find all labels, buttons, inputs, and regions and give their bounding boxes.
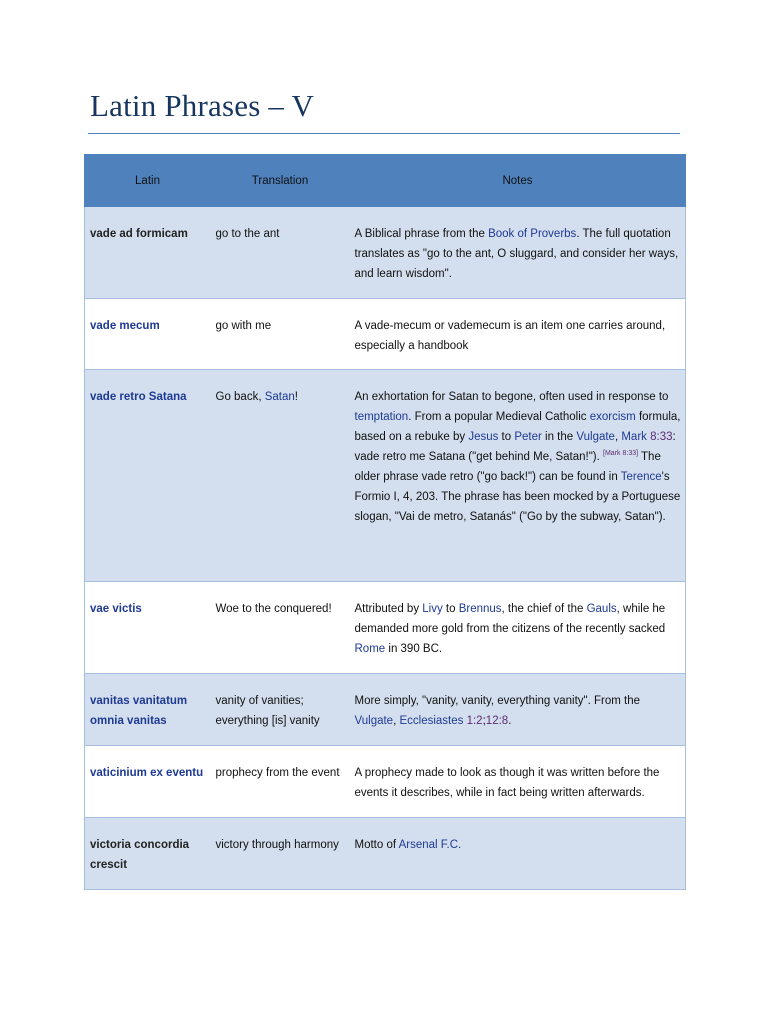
- table-row: [85, 674, 686, 746]
- link-gauls[interactable]: Gauls: [586, 603, 617, 615]
- notes-text: , while he demanded more gold from the citizens of the recently sacked: [354, 603, 666, 635]
- link-book-of-proverbs[interactable]: Book of Proverbs: [488, 228, 577, 240]
- notes-cell: A vade-mecum or vademecum is an item one carries around, especially a handbook: [350, 299, 686, 370]
- notes-text: 's Formio I, 4, 203. The phrase has been mocked by a Portuguese slogan, "Vai de metro, Satanás" ("Go by the subway, Satan").: [354, 471, 681, 523]
- notes-text: in 390 BC.: [385, 643, 443, 655]
- notes-cell: [350, 582, 686, 674]
- link-ecclesiastes[interactable]: Ecclesiastes: [399, 715, 464, 727]
- link-vanitas-vanitatum[interactable]: vanitas vanitatum omnia vanitas: [90, 695, 188, 727]
- link-livy[interactable]: Livy: [422, 603, 443, 615]
- column-header-latin: Latin: [85, 155, 211, 207]
- link-arsenal-fc[interactable]: Arsenal F.C.: [398, 839, 462, 851]
- page-title: Latin Phrases – V: [90, 88, 315, 123]
- latin-cell: [85, 299, 211, 370]
- translation-cell: prophecy from the event: [211, 746, 350, 818]
- translation-cell: go to the ant: [211, 207, 350, 299]
- link-jesus[interactable]: Jesus: [468, 431, 499, 443]
- link-peter[interactable]: Peter: [514, 431, 542, 443]
- notes-text: to: [442, 603, 459, 615]
- link-vulgate[interactable]: Vulgate: [576, 431, 615, 443]
- latin-cell: [85, 746, 211, 818]
- link-rome[interactable]: Rome: [354, 643, 386, 655]
- latin-cell: [85, 582, 211, 674]
- notes-text: : vade retro me Satana ("get behind Me, Satan!").: [354, 431, 676, 463]
- latin-cell: vade ad formicam: [85, 207, 211, 299]
- translation-cell: go with me: [211, 299, 350, 370]
- column-header-translation: Translation: [211, 155, 350, 207]
- notes-text: ,: [614, 431, 622, 443]
- notes-text: to: [498, 431, 515, 443]
- latin-cell: [85, 674, 211, 746]
- citation-mark-8-33[interactable]: [Mark 8:33]: [603, 450, 639, 457]
- link-vulgate[interactable]: Vulgate: [354, 715, 394, 727]
- table-row: [85, 370, 686, 582]
- notes-cell: [350, 818, 686, 890]
- translation-cell: vanity of vanities; everything [is] vanity: [211, 674, 350, 746]
- notes-text: . The full quotation translates as "go to the ant, O sluggard, and consider her ways, and learn wisdom".: [354, 228, 679, 280]
- link-vaticinium-ex-eventu[interactable]: vaticinium ex eventu: [90, 767, 204, 779]
- notes-text: , the chief of the: [501, 603, 587, 615]
- link-satan[interactable]: Satan: [264, 391, 295, 403]
- latin-cell: [85, 370, 211, 582]
- table-row: [85, 746, 686, 818]
- notes-text: formula, based on a rebuke by: [354, 411, 681, 443]
- notes-text: ;: [482, 715, 486, 727]
- link-mark-8-33[interactable]: 8:33: [650, 431, 673, 443]
- notes-cell: [350, 207, 686, 299]
- table-header-row: [85, 155, 686, 207]
- link-mark[interactable]: Mark: [621, 431, 647, 443]
- notes-text: More simply, "vanity, vanity, everything vanity". From the: [354, 695, 641, 707]
- notes-text: Motto of: [354, 839, 399, 851]
- notes-text: . From a popular Medieval Catholic: [408, 411, 590, 423]
- latin-phrases-table: [84, 154, 686, 890]
- link-brennus[interactable]: Brennus: [458, 603, 502, 615]
- latin-cell: victoria concordia crescit: [85, 818, 211, 890]
- link-vade-mecum[interactable]: vade mecum: [90, 320, 160, 332]
- notes-text: The older phrase vade retro ("go back!") can be found in: [354, 451, 661, 483]
- translation-text: !: [294, 391, 298, 403]
- translation-cell: [211, 370, 350, 582]
- translation-cell: Woe to the conquered!: [211, 582, 350, 674]
- notes-text: Attributed by: [354, 603, 423, 615]
- table-row: [85, 299, 686, 370]
- notes-cell: A prophecy made to look as though it was written before the events it describes, while in fact being written afterwards.: [350, 746, 686, 818]
- link-exorcism[interactable]: exorcism: [589, 411, 636, 423]
- title-divider: [88, 133, 680, 134]
- link-ecclesiastes-1-2[interactable]: 1:2: [466, 715, 483, 727]
- notes-text: A Biblical phrase from the: [354, 228, 489, 240]
- link-ecclesiastes-12-8[interactable]: 12:8: [485, 715, 509, 727]
- table-row: [85, 818, 686, 890]
- notes-text: ,: [393, 715, 400, 727]
- link-vae-victis[interactable]: vae victis: [90, 603, 142, 615]
- notes-cell: [350, 674, 686, 746]
- table-row: [85, 582, 686, 674]
- link-terence[interactable]: Terence: [620, 471, 662, 483]
- link-temptation[interactable]: temptation: [354, 411, 409, 423]
- table-row: [85, 207, 686, 299]
- notes-text: .: [508, 715, 512, 727]
- notes-text: in the: [541, 431, 577, 443]
- translation-cell: victory through harmony: [211, 818, 350, 890]
- translation-text: Go back,: [215, 391, 265, 403]
- notes-cell: [350, 370, 686, 582]
- column-header-notes: Notes: [350, 155, 686, 207]
- link-vade-retro-satana[interactable]: vade retro Satana: [90, 391, 187, 403]
- notes-text: An exhortation for Satan to begone, often used in response to: [354, 391, 669, 403]
